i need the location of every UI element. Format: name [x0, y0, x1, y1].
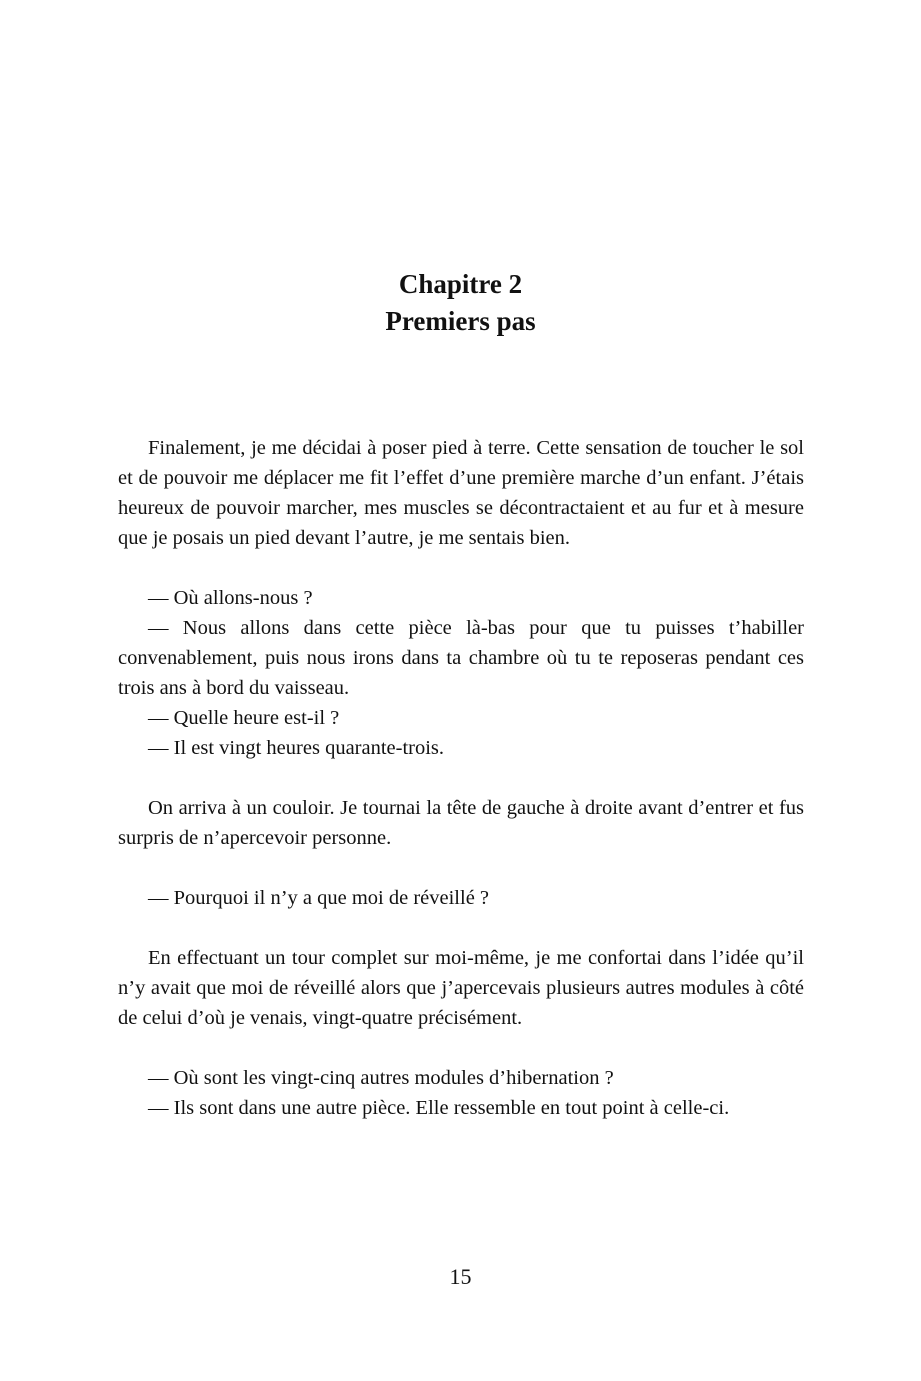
- chapter-body: [118, 433, 804, 1123]
- paragraph-gap: [118, 1033, 804, 1063]
- paragraph-gap: [118, 763, 804, 793]
- paragraph: On arriva à un couloir. Je tournai la tête de gauche à droite avant d’entrer et fus surpris de n’apercevoir personne.: [118, 797, 804, 849]
- dialogue-line: — Où allons-nous ?: [148, 587, 313, 609]
- paragraph: Finalement, je me décidai à poser pied à terre. Cette sensation de toucher le sol et de pouvoir me déplacer me fit l’effet d’une première marche d’un enfant. J’étais heureux de pouvoir marcher, mes muscles se décontractaient et au fur et à mesure que je posais un pied devant l’autre, je me sentais bien.: [118, 437, 804, 549]
- chapter-heading: [0, 266, 921, 340]
- paragraph-gap: [118, 853, 804, 883]
- paragraph: En effectuant un tour complet sur moi-même, je me confortai dans l’idée qu’il n’y avait que moi de réveillé alors que j’apercevais plusieurs autres modules à côté de celui d’où je venais, vingt-quatre précisément.: [118, 947, 804, 1029]
- chapter-title: Premiers pas: [385, 306, 536, 336]
- paragraph-gap: [118, 553, 804, 583]
- page-number: 15: [449, 1264, 472, 1289]
- dialogue-line: — Il est vingt heures quarante-trois.: [148, 737, 445, 759]
- dialogue-line: — Où sont les vingt-cinq autres modules d’hibernation ?: [148, 1067, 614, 1089]
- chapter-number: Chapitre 2: [398, 269, 523, 299]
- dialogue-line: — Quelle heure est-il ?: [148, 707, 340, 729]
- dialogue-line: — Ils sont dans une autre pièce. Elle ressemble en tout point à celle-ci.: [148, 1097, 730, 1119]
- dialogue-line: — Pourquoi il n’y a que moi de réveillé ?: [148, 887, 490, 909]
- paragraph-gap: [118, 913, 804, 943]
- dialogue-line: — Nous allons dans cette pièce là-bas pour que tu puisses t’habiller convenablement, puis nous irons dans ta chambre où tu te reposeras pendant ces trois ans à bord du vaisseau.: [118, 617, 804, 699]
